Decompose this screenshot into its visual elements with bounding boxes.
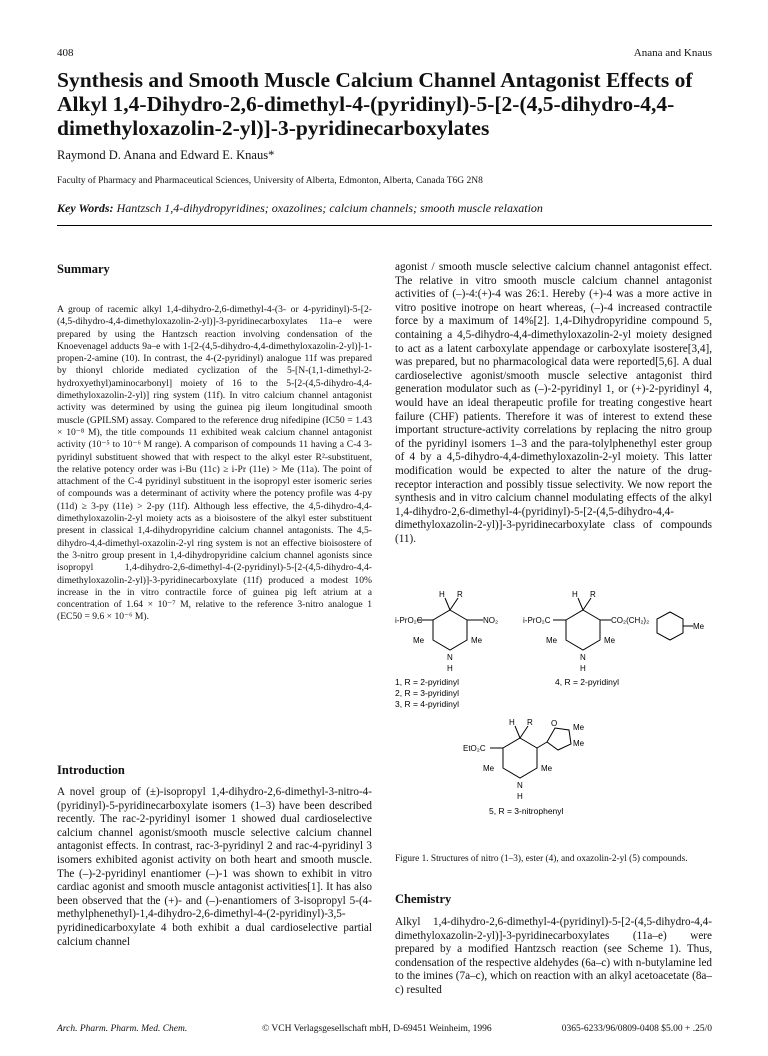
summary-text: A group of racemic alkyl 1,4-dihydro-2,6-dimethyl-4-(3- or 4-pyridinyl)-5-[2-(4,5-dihydro-4,4-dimethyloxazolin-2-yl)]-3-pyridinecarboxylates 11a–e were prepared by using the Hantzsch reaction involving condensation of the Knoevenagel adducts 9a–e with 1-[2-(4,5-dihydro-4,4-dimethyloxazolin-2-yl)]-1-propen-2-amine (10). In contrast, the 4-(2-pyridinyl) analogue 11f was prepared by thionyl chloride mediated cyclization of the 5-[N-(1,1-dimethyl-2-hydroxyethyl)aminocarbonyl] moiety of 16 to the 5-[2-(4,5-dihydro-4,4-dimethyloxazolin-2-yl)] ring system (11f). In vitro calcium channel antagonist activity was determined by using the guinea pig ileum longitudinal smooth muscle (GPILSM) assay. Compared to the reference drug nifedipine (IC50 = 1.43 × 10⁻⁸ M), the title compounds 11 exhibited weak calcium channel antagonist activity (10⁻⁵ to 10⁻⁶ M range). A comparison of compounds 11 having a C-4 3-pyridinyl substituent showed that with respect to the alkyl ester R²-substituent, the relative potency order was i-Bu (11c) ≥ i-Pr (11e) > Me (11a). The point of attachment of the C-4 pyridinyl substituent in the isopropyl ester isomeric series of compounds was a determinant of activity where the potency profile was 4-py (11d) ≥ 3-py (11e) > 2-py (11f). Although less effective, the 4,5-dihydro-4,4-dimethyloxazolin-2-yl moiety acts as a bioisostere of the alkyl ester substituent present in classical 1,4-dihydropyridine calcium channel antagonists. The 4,5-dihydro-4,4-dimethyl-oxazolin-2-yl ring system is not an effective bioisostere of the 3-nitro group present in 1,4-dihydropyridine calcium channel agonists since isopropyl 1,4-dihydro-2,6-dimethyl-4-(2-pyridinyl)-5-[2-(4,5-dihydro-4,4-dimethyloxazolin-2-yl)]-3-pyridinecarboxylate (11f) produced a modest 10% increase in the in vitro contractile force of guinea pig left atrium at a concentration of 1.64 × 10⁻⁷ M, relative to the reference 3-nitro analogue 1 (EC50 = 9.6 × 10⁻⁶ M). [57,304,372,623]
s5-ox-me-1: Me [573,723,585,732]
oxazoline-ring [547,728,571,750]
chemistry-heading: Chemistry [395,892,452,906]
s1-nh: H [447,664,453,673]
footer-publisher: © VCH Verlagsgesellschaft mbH, D-69451 Weinheim, 1996 [262,1024,492,1034]
page-number: 408 [57,47,74,59]
keywords-label: Key Words: [57,201,114,215]
s5-label: 5, R = 3-nitrophenyl [489,806,564,816]
keywords [57,201,543,216]
s4-label: 4, R = 2-pyridinyl [555,677,620,687]
s1-ester: i-PrO₂C [395,616,423,625]
s5-ester: EtO₂C [463,744,486,753]
affiliation: Faculty of Pharmacy and Pharmaceutical Sciences, University of Alberta, Edmonton, Alberta, Canada T6G 2N8 [57,176,483,186]
dhp-ring-5 [503,738,537,778]
s4-nh: H [580,664,586,673]
running-head: Anana and Knaus [633,47,712,59]
s1-me-right: Me [471,636,483,645]
introduction-text: A novel group of (±)-isopropyl 1,4-dihydro-2,6-dimethyl-3-nitro-4-(pyridinyl)-5-pyridinecarboxylate isomers (1–3) have been described recently. The rac-2-pyridinyl isomer 1 showed dual cardioselective calcium channel agonist/smooth muscle selective calcium channel antagonist effects. In contrast, rac-3-pyridinyl 2 and rac-4-pyridinyl 3 isomers exhibited agonist activity on both heart and smooth muscle. The (–)-2-pyridinyl enantiomer (–)-1 was shown to exhibit in vitro cardiac agonist and smooth muscle antagonist activities[1]. It has also been observed that the (+)- and (–)-enantiomers of 3-isopropyl 5-(4-methylphenethyl)-1,4-dihydro-2,6-dimethyl-4-(2-pyridinyl)-3,5-pyridinedicarboxylate 4 both exhibit a dual cardioselective partial calcium channel [57,786,372,948]
footer-journal: Arch. Pharm. Pharm. Med. Chem. [57,1024,188,1034]
dhp-ring-4 [566,610,600,650]
s4-me-left: Me [546,636,558,645]
s5-me-right: Me [541,764,553,773]
s4-aryl-me: Me [693,622,705,631]
s1-label-2: 2, R = 3-pyridinyl [395,688,460,698]
s1-label-3: 3, R = 4-pyridinyl [395,699,460,709]
s5-h: H [509,718,515,727]
keywords-text: Hantzsch 1,4-dihydropyridines; oxazolines; calcium channels; smooth muscle relaxation [116,201,543,215]
s4-me-right: Me [604,636,616,645]
summary-heading: Summary [57,262,110,276]
s4-n: N [580,653,586,662]
authors: Raymond D. Anana and Edward E. Knaus* [57,148,275,162]
s1-n: N [447,653,453,662]
structures-figure [395,580,715,820]
article-title: Synthesis and Smooth Muscle Calcium Channel Antagonist Effects of Alkyl 1,4-Dihydro-2,6-dimethyl-4-(pyridinyl)-5-[2-(4,5-dihydro-4,4-dimethyloxazolin-2-yl)]-3-pyridinecarboxylates [57,68,693,140]
phenyl-ring [657,612,683,640]
footer-code: 0365-6233/96/0809-0408 $5.00 + .25/0 [561,1024,712,1034]
introduction-heading: Introduction [57,763,125,777]
s1-label-1: 1, R = 2-pyridinyl [395,677,460,687]
chemistry-text: Alkyl 1,4-dihydro-2,6-dimethyl-4-(pyridinyl)-5-[2-(4,5-dihydro-4,4-dimethyloxazolin-2-yl)]-3-pyridinecarboxylates (11a–e) were prepared by a modified Hantzsch reaction (see Scheme 1). Thus, condensation of the respective aldehydes (6a–c) with n-butylamine led to the imines (7a–c), which on reaction with an alkyl acetoacetate (8a–c) resulted [395,916,712,996]
figure-caption: Figure 1. Structures of nitro (1–3), ester (4), and oxazolin-2-yl (5) compounds. [395,854,688,864]
s5-n: N [517,781,523,790]
structure-5 [463,718,585,816]
s5-nh: H [517,792,523,801]
s1-me-left: Me [413,636,425,645]
s4-ester-right: CO₂(CH₂)₂ [611,616,650,625]
s5-o: O [551,719,558,728]
s5-ox-me-2: Me [573,739,585,748]
s5-r: R [527,718,533,727]
s4-r: R [590,590,596,599]
s4-ester: i-PrO₂C [523,616,551,625]
right-column-text: agonist / smooth muscle selective calcium channel antagonist effect. The relative in vitro smooth muscle calcium channel antagonist activities of (–)-4:(+)-4 was 26:1. Hereby (+)-4 was a more active in vitro positive inotrope on heart whereas, (–)-4 increased contractile force by a maximum of 14%[2]. 1,4-Dihydropyridine compound 5, containing a 4,5-dihydro-4,4-dimethyloxazolin-2-yl moiety designed to act as a latent carboxylate appendage or carboxylate isostere[3,4], was prepared, but no pharmacological data were reported[5,6]. A dual cardioselective agonist/smooth muscle selective antagonist third generation modulator such as (–)-2-pyridinyl 1, or (+)-2-pyridinyl 4, would have an ideal therapeutic profile for treating congestive heart failure (CHF) patients. Therefore it was of interest to extend these important structure-activity correlations by replacing the nitro group of the pyridinyl isomers 1–3 and the para-tolylphenethyl ester group of 4 by a 4,5-dihydro-4,4-dimethyloxazolin-2-yl moiety. This latter modification would be expected to alter the nature of the drug-receptor interaction and possibly tissue selectivity. We now report the synthesis and in vitro calcium channel modulating effects of the alkyl 1,4-dihydro-2,6-dimethyl-4-(pyridinyl)-5-[2-(4,5-dihydro-4,4-dimethyloxazolin-2-yl)]-3-pyridinecarboxylate class of compounds (11). [395,261,712,545]
s4-h: H [572,590,578,599]
s5-me-left: Me [483,764,495,773]
structure-1 [395,590,498,709]
s1-nitro: NO₂ [483,616,499,625]
s1-r: R [457,590,463,599]
header-rule [57,225,712,226]
structure-4 [523,590,705,687]
s1-h: H [439,590,445,599]
dhp-ring-1 [433,610,467,650]
